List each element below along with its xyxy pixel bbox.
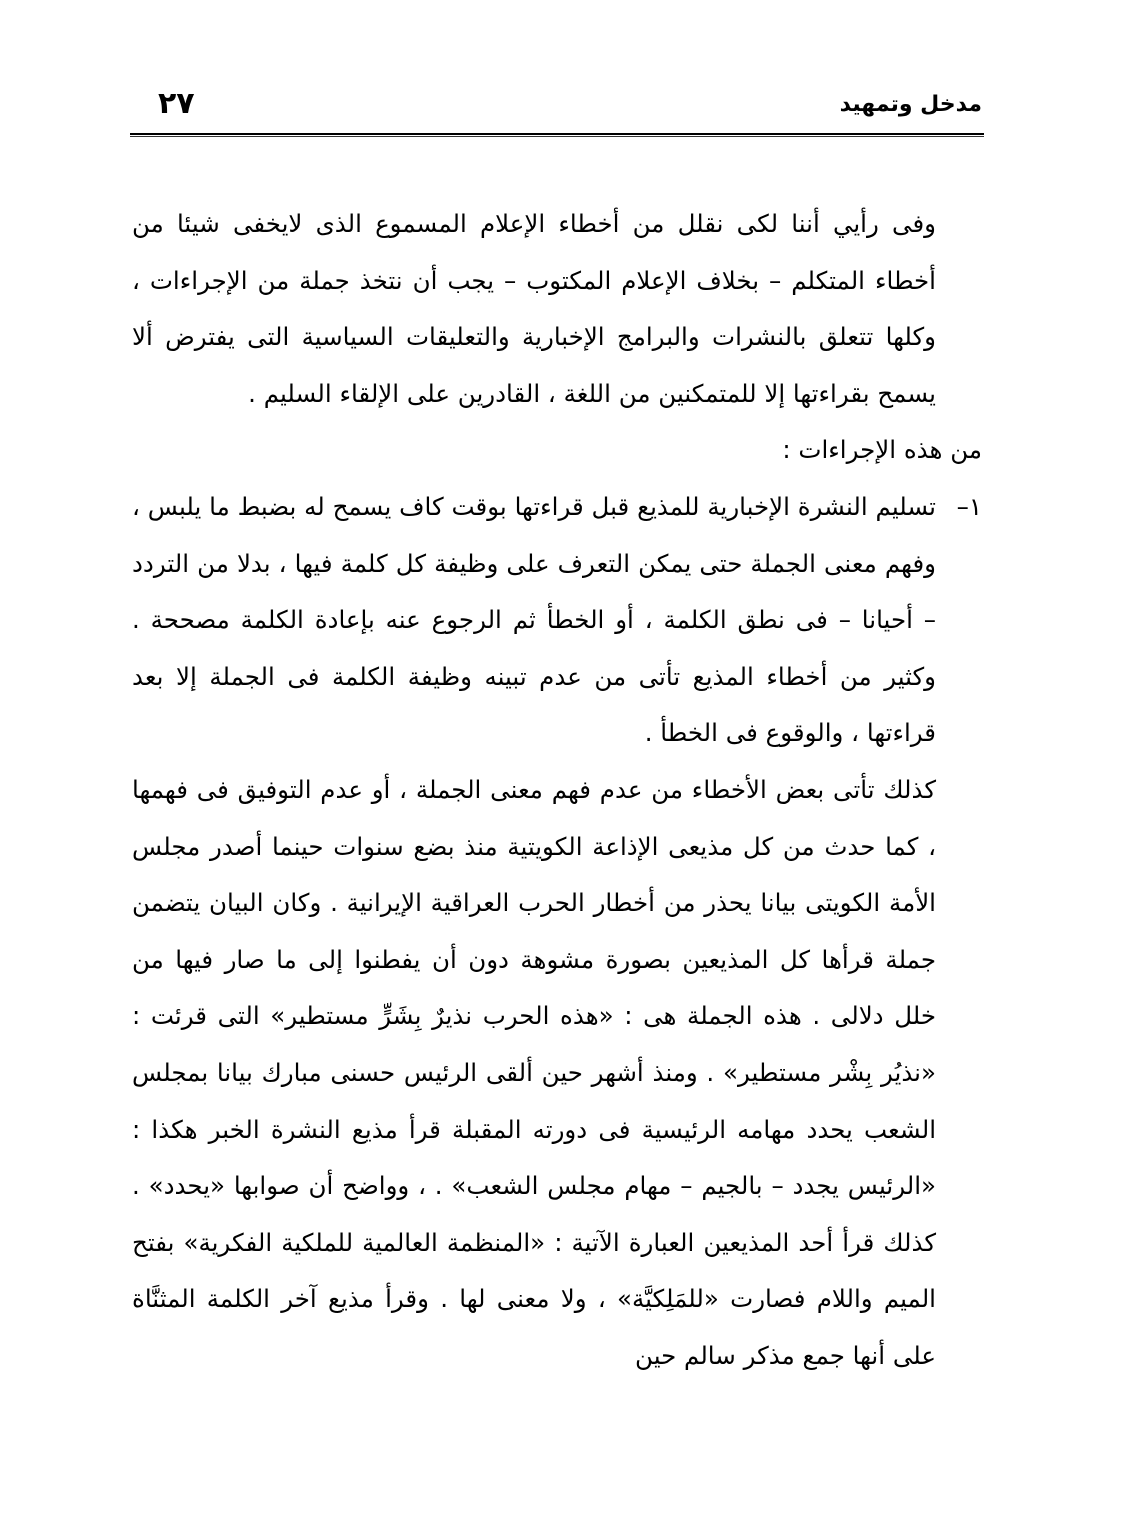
paragraph-1: وفى رأيي أننا لكى نقلل من أخطاء الإعلام المسموع الذى لايخفى شيئا من أخطاء المتكلم – بخلاف الإعلام المكتوب – يجب أن نتخذ جملة من الإجراءات ، وكلها تتعلق بالنشرات والبرامج الإخبارية والتعليقات السياسية التى يفترض ألا يسمح بقراءتها إلا للمتمكنين من اللغة ، القادرين على الإلقاء السليم . <box>132 209 936 408</box>
body-text <box>132 196 982 1384</box>
paragraph-3: كذلك تأتى بعض الأخطاء من عدم فهم معنى الجملة ، أو عدم التوفيق فى فهمها ، كما حدث من كل مذيعى الإذاعة الكويتية منذ بضع سنوات حينما أصدر مجلس الأمة الكويتى بيانا يحذر من أخطار الحرب العراقية الإيرانية . وكان البيان يتضمن جملة قرأها كل المذيعين بصورة مشوهة دون أن يفطنوا إلى ما صار فيها من خلل دلالى . هذه الجملة هى : «هذه الحرب نذيرٌ بِشَرٍّ مستطير» التى قرئت : «نذيُر بِشْر مستطير» . ومنذ أشهر حين ألقى الرئيس حسنى مبارك بيانا بمجلس الشعب يحدد مهامه الرئيسية فى دورته المقبلة قرأ مذيع النشرة الخبر هكذا : «الرئيس يجدد – بالجيم – مهام مجلس الشعب» . ، وواضح أن صوابها «يحدد» . كذلك قرأ أحد المذيعين العبارة الآتية : «المنظمة العالمية للملكية الفكرية» بفتح الميم واللام فصارت «للمَلِكيَّة» ، ولا معنى لها . وقرأ مذيع آخر الكلمة المثنَّاة على أنها جمع مذكر سالم حين <box>132 774 936 1370</box>
running-head: مدخل وتمهيد <box>839 92 982 117</box>
item-number: ١– <box>956 491 982 521</box>
page-number: ٢٧ <box>158 86 195 121</box>
item-text: تسليم النشرة الإخبارية للمذيع قبل قراءتها بوقت كاف يسمح له بضبط ما يلبس ، وفهم معنى الجملة حتى يمكن التعرف على وظيفة كل كلمة فيها ، بدلا من التردد – أحيانا – فى نطق الكلمة ، أو الخطأ ثم الرجوع عنه بإعادة الكلمة مصححة . وكثير من أخطاء المذيع تأتى من عدم تبينه وظيفة الكلمة فى الجملة إلا بعد قراءتها ، والوقوع فى الخطأ . <box>132 491 936 748</box>
numbered-item-1 <box>132 479 982 762</box>
paragraph-2: من هذه الإجراءات : <box>782 435 982 465</box>
page-header <box>130 86 982 126</box>
header-rule <box>130 133 984 137</box>
